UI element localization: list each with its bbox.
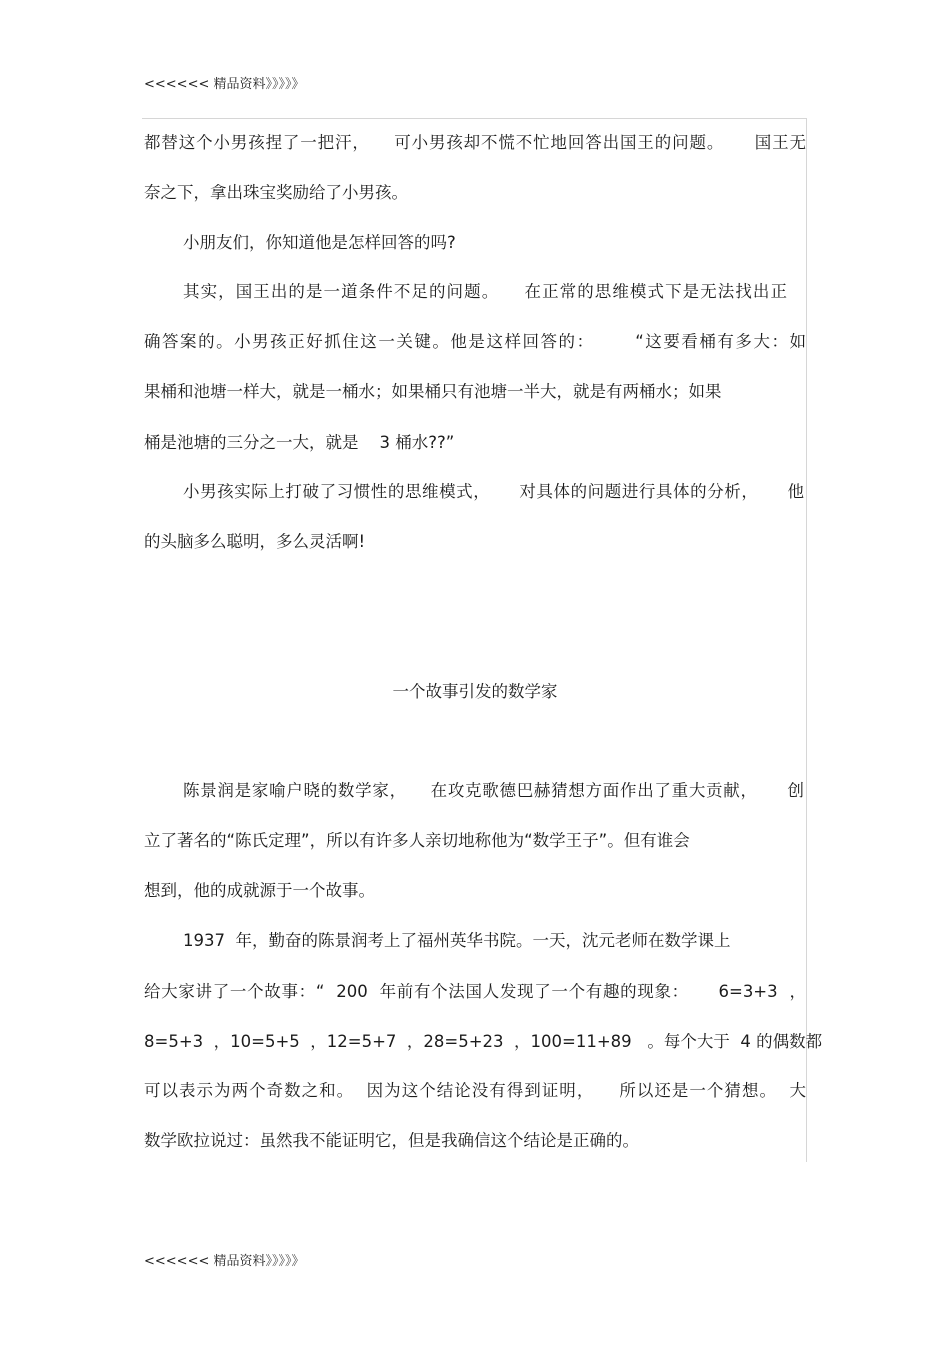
paragraph-line: 桶是池塘的三分之一大，就是 3 桶水??” xyxy=(144,433,455,452)
paragraph-line: 小男孩实际上打破了习惯性的思维模式， 对具体的问题进行具体的分析， 他 xyxy=(183,482,804,501)
paragraph-line: 想到，他的成就源于一个故事。 xyxy=(144,881,375,900)
paragraph-line: 可以表示为两个奇数之和。 因为这个结论没有得到证明， 所以还是一个猜想。 大 xyxy=(144,1081,806,1100)
running-footer: <<<<<< 精品资料》》》》》 xyxy=(144,1254,305,1269)
paragraph-line: 1937 年，勤奋的陈景润考上了福州英华书院。一天，沈元老师在数学课上 xyxy=(183,931,731,950)
paragraph-line: 立了著名的“陈氏定理”，所以有许多人亲切地称他为“数学王子”。但有谁会 xyxy=(144,831,690,850)
running-header: <<<<<< 精品资料》》》》》 xyxy=(144,77,305,92)
paragraph-line: 的头脑多么聪明，多么灵活啊! xyxy=(144,532,366,551)
paragraph-line: 确答案的。小男孩正好抓住这一关键。他是这样回答的： “这要看桶有多大：如 xyxy=(144,332,806,351)
paragraph-line: 小朋友们，你知道他是怎样回答的吗? xyxy=(183,233,456,252)
content-frame xyxy=(142,118,823,1162)
paragraph-line: 数学欧拉说过：虽然我不能证明它，但是我确信这个结论是正确的。 xyxy=(144,1131,639,1150)
paragraph-line: 给大家讲了一个故事：“ 200 年前有个法国人发现了一个有趣的现象： 6=3+3 ， xyxy=(144,982,806,1001)
paragraph-line: 陈景润是家喻户晓的数学家， 在攻克歌德巴赫猜想方面作出了重大贡献， 创 xyxy=(183,781,804,800)
paragraph-line: 奈之下，拿出珠宝奖励给了小男孩。 xyxy=(144,183,408,202)
paragraph-line: 果桶和池塘一样大，就是一桶水；如果桶只有池塘一半大，就是有两桶水；如果 xyxy=(144,382,722,401)
paragraph-line: 都替这个小男孩捏了一把汗， 可小男孩却不慌不忙地回答出国王的问题。 国王无 xyxy=(144,133,806,152)
paragraph-line: 其实，国王出的是一道条件不足的问题。 在正常的思维模式下是无法找出正 xyxy=(183,282,787,301)
paragraph-line: 8=5+3 ，10=5+5 ，12=5+7 ，28=5+23 ，100=11+89 。每个大于 4 的偶数都 xyxy=(144,1032,823,1051)
section-title: 一个故事引发的数学家 xyxy=(392,682,558,701)
